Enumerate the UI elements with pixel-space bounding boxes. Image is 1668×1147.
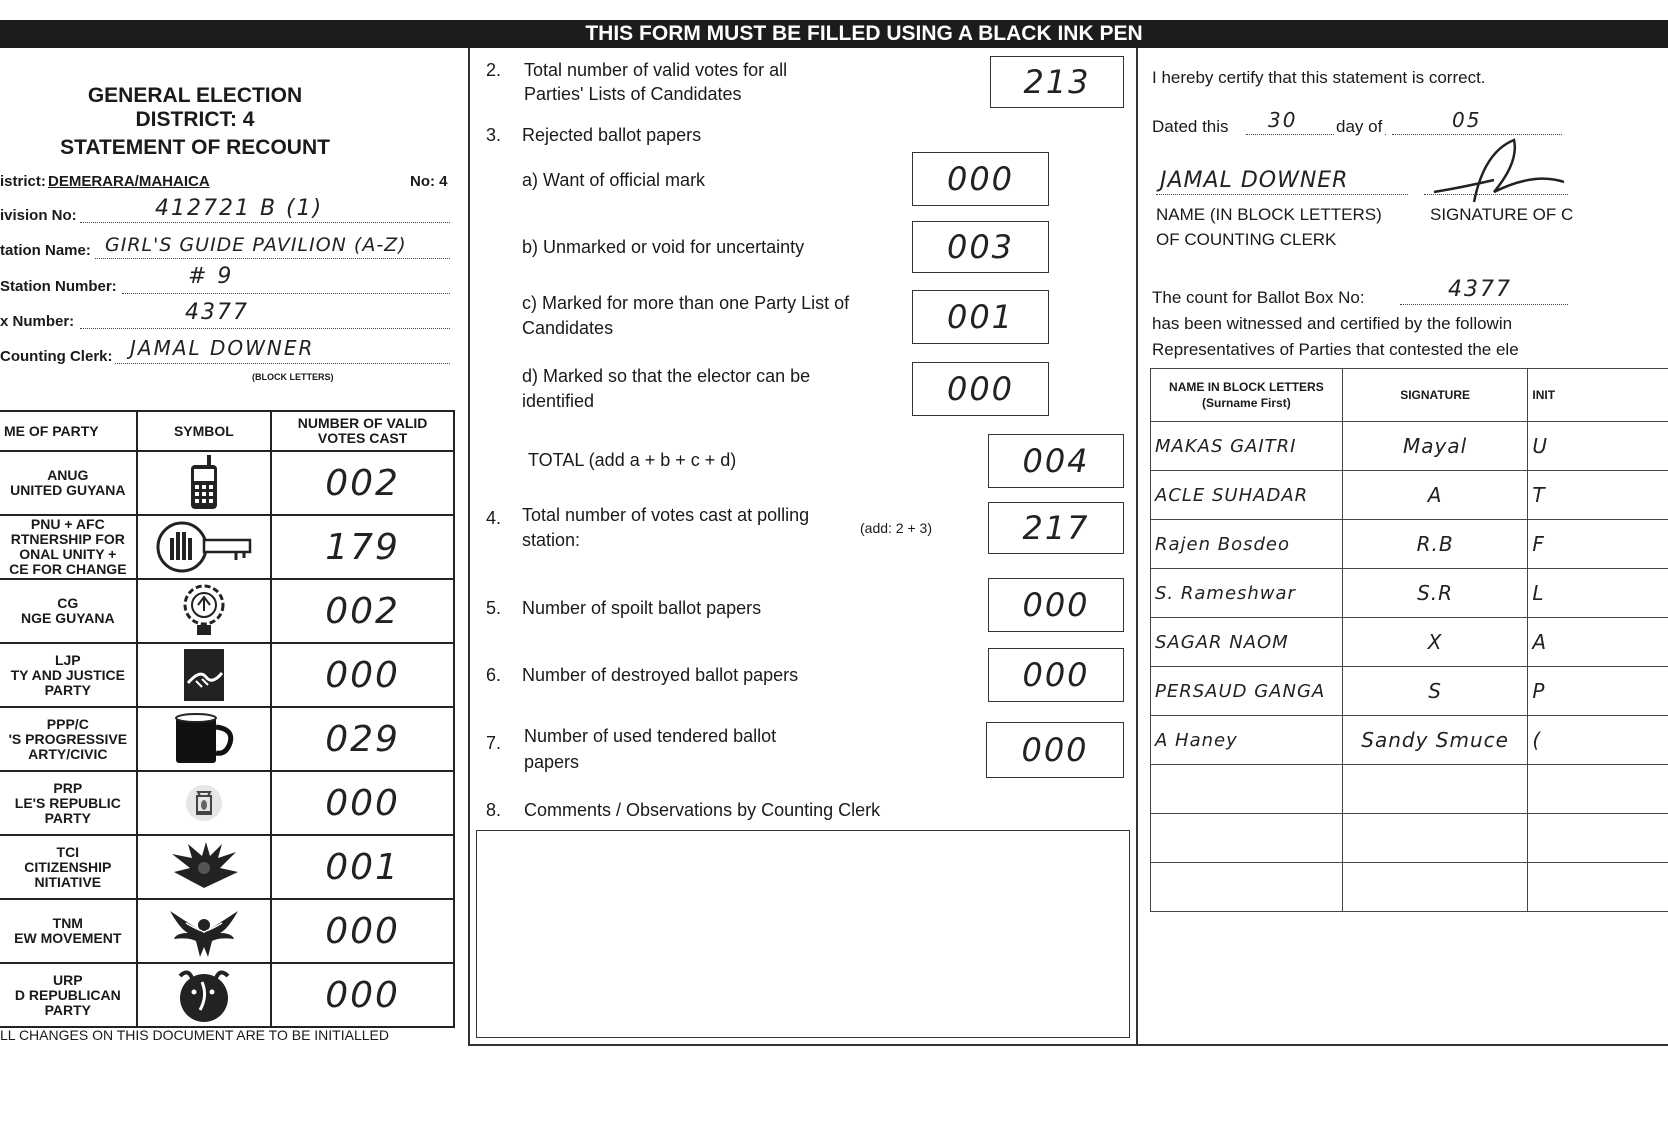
box-number-label: x Number: — [0, 313, 75, 330]
rep-initials — [1528, 814, 1668, 863]
division-label: ivision No: — [0, 207, 77, 224]
q2-box — [990, 56, 1124, 108]
rep-initials-header: INIT — [1528, 369, 1668, 422]
rep-row — [1151, 618, 1668, 667]
rep-name-header: NAME IN BLOCK LETTERS (Surname First) — [1151, 369, 1343, 422]
district-value: DEMERARA/MAHAICA — [48, 173, 210, 190]
party-row — [0, 707, 454, 771]
party-row — [0, 515, 454, 579]
qa-value: 000 — [946, 160, 1015, 198]
rep-name: A Haney — [1151, 716, 1343, 765]
party-name: PNU + AFC RTNERSHIP FOR ONAL UNITY + CE FOR CHANGE — [0, 515, 137, 579]
qb-value: 003 — [946, 228, 1015, 266]
rep-signature: Sandy Smuce — [1342, 716, 1528, 765]
dated-label: Dated this — [1152, 117, 1229, 136]
box-number-line — [80, 328, 450, 329]
rep-name — [1151, 814, 1343, 863]
right-panel-border — [1136, 48, 1138, 1046]
q5-number: 5. — [486, 598, 502, 618]
signature-line — [1424, 194, 1568, 195]
qb-text: b) Unmarked or void for uncertainty — [522, 237, 805, 257]
q5-text: Number of spoilt ballot papers — [522, 598, 762, 618]
clerk-line — [115, 363, 450, 364]
bull-icon — [138, 966, 271, 1024]
total-text: TOTAL (add a + b + c + d) — [528, 450, 737, 470]
district-label: istrict: — [0, 173, 46, 190]
party-votes-table — [0, 410, 455, 1028]
party-name: URP D REPUBLICAN PARTY — [0, 963, 137, 1027]
phone-icon — [138, 455, 271, 511]
party-name: PPP/C 'S PROGRESSIVE ARTY/CIVIC — [0, 707, 137, 771]
handshake-icon — [138, 647, 271, 703]
count-line — [1400, 304, 1568, 305]
rep-name — [1151, 863, 1343, 912]
left-panel-border — [468, 48, 470, 1046]
votes-header: NUMBER OF VALID VOTES CAST — [271, 411, 454, 451]
station-name-value: GIRL'S GUIDE PAVILION (A-Z) — [105, 234, 407, 256]
rep-initials: ( — [1528, 716, 1668, 765]
clerk-signature-name: JAMAL DOWNER — [1160, 168, 1349, 193]
rep-row — [1151, 814, 1668, 863]
rep-row — [1151, 716, 1668, 765]
dated-day: 30 — [1268, 108, 1298, 132]
q2-number: 2. — [486, 60, 502, 80]
party-votes: 000 — [271, 643, 454, 707]
party-row — [0, 579, 454, 643]
q2-text-1: Total number of valid votes for all — [524, 60, 788, 80]
q7-box — [986, 722, 1124, 778]
q7-text-1: Number of used tendered ballot — [524, 726, 777, 746]
certify-statement: I hereby certify that this statement is correct. — [1152, 68, 1486, 87]
representatives-table — [1150, 368, 1668, 912]
party-row — [0, 451, 454, 515]
rep-signature — [1342, 814, 1528, 863]
station-name-line — [95, 258, 450, 259]
q4-text-2: station: — [522, 530, 581, 550]
q7-value: 000 — [1021, 731, 1089, 769]
station-name-label: tation Name: — [0, 242, 91, 259]
party-name: CG NGE GUYANA — [0, 579, 137, 643]
cup-icon — [138, 711, 271, 767]
rep-initials: P — [1528, 667, 1668, 716]
rep-initials — [1528, 765, 1668, 814]
lightbulb-gear-icon — [138, 583, 271, 639]
qd-text-1: d) Marked so that the elector can be — [522, 366, 811, 386]
clerk-signature-icon — [1424, 132, 1574, 212]
count-label: The count for Ballot Box No: — [1152, 288, 1365, 307]
qd-box — [912, 362, 1049, 416]
qa-box — [912, 152, 1049, 206]
party-votes: 000 — [271, 771, 454, 835]
rep-initials: F — [1528, 520, 1668, 569]
rep-initials: T — [1528, 471, 1668, 520]
count-value: 4377 — [1448, 277, 1512, 302]
party-votes: 002 — [271, 579, 454, 643]
q7-text-2: papers — [524, 752, 580, 772]
party-row — [0, 963, 454, 1027]
q5-value: 000 — [1022, 586, 1090, 624]
title-statement: STATEMENT OF RECOUNT — [60, 136, 330, 159]
name-block-label-2: OF COUNTING CLERK — [1156, 230, 1337, 249]
rep-row — [1151, 471, 1668, 520]
q8-number: 8. — [486, 800, 502, 820]
clerk-label: Counting Clerk: — [0, 348, 113, 365]
party-row — [0, 643, 454, 707]
rep-signature: S — [1342, 667, 1528, 716]
rep-row — [1151, 667, 1668, 716]
rep-name: MAKAS GAITRI — [1151, 422, 1343, 471]
party-row — [0, 771, 454, 835]
q7-number: 7. — [486, 733, 502, 753]
party-symbol-cell — [137, 963, 272, 1027]
q6-number: 6. — [486, 665, 502, 685]
rep-initials — [1528, 863, 1668, 912]
rep-signature-header: SIGNATURE — [1342, 369, 1528, 422]
qc-text-1: c) Marked for more than one Party List of — [522, 293, 850, 313]
q3-text: Rejected ballot papers — [522, 125, 702, 145]
party-symbol-cell — [137, 707, 272, 771]
party-name: PRP LE'S REPUBLIC PARTY — [0, 771, 137, 835]
q4-box — [988, 502, 1124, 554]
rep-initials: U — [1528, 422, 1668, 471]
symbol-header: SYMBOL — [137, 411, 272, 451]
hand-key-icon — [138, 520, 271, 574]
party-votes: 001 — [271, 835, 454, 899]
title-district: DISTRICT: 4 — [135, 108, 255, 131]
changes-note: LL CHANGES ON THIS DOCUMENT ARE TO BE INITIALLED — [0, 1027, 389, 1043]
party-symbol-cell — [137, 899, 272, 963]
party-symbol-cell — [137, 835, 272, 899]
party-votes: 179 — [271, 515, 454, 579]
station-number-line — [122, 293, 450, 294]
rep-signature: Mayal — [1342, 422, 1528, 471]
total-value: 004 — [1022, 442, 1090, 480]
q4-add-note: (add: 2 + 3) — [860, 520, 932, 536]
middle-bottom-border — [470, 1044, 1136, 1046]
clerk-value: JAMAL DOWNER — [130, 336, 315, 360]
rep-signature — [1342, 863, 1528, 912]
party-votes: 029 — [271, 707, 454, 771]
q8-text: Comments / Observations by Counting Clerk — [524, 800, 881, 820]
rep-row — [1151, 422, 1668, 471]
witness-line-2: Representatives of Parties that contested the ele — [1152, 340, 1519, 359]
qc-box — [912, 290, 1049, 344]
division-value: 412721 B (1) — [155, 196, 324, 221]
party-votes: 000 — [271, 899, 454, 963]
rep-name: ACLE SUHADAR — [1151, 471, 1343, 520]
party-name-header: ME OF PARTY — [0, 411, 137, 451]
q6-text: Number of destroyed ballot papers — [522, 665, 799, 685]
q6-value: 000 — [1022, 656, 1090, 694]
station-number-value: # 9 — [188, 264, 234, 289]
party-symbol-cell — [137, 579, 272, 643]
rep-signature — [1342, 765, 1528, 814]
q6-box — [988, 648, 1124, 702]
qc-text-2: Candidates — [522, 318, 614, 338]
block-letters-note: (BLOCK LETTERS) — [252, 372, 334, 382]
total-box — [988, 434, 1124, 488]
rep-signature: X — [1342, 618, 1528, 667]
q2-value: 213 — [1023, 63, 1091, 101]
party-name: ANUG UNITED GUYANA — [0, 451, 137, 515]
qa-text: a) Want of official mark — [522, 170, 706, 190]
lantern-icon — [138, 780, 271, 826]
day-of-label: day of — [1336, 117, 1383, 136]
party-votes: 000 — [271, 963, 454, 1027]
rep-row — [1151, 863, 1668, 912]
rep-signature: R.B — [1342, 520, 1528, 569]
box-number-value: 4377 — [185, 300, 249, 325]
comments-box[interactable] — [476, 830, 1130, 1038]
rep-row — [1151, 520, 1668, 569]
rep-name: PERSAUD GANGA — [1151, 667, 1343, 716]
witness-line-1: has been witnessed and certified by the followin — [1152, 314, 1513, 333]
party-row — [0, 899, 454, 963]
rep-signature: A — [1342, 471, 1528, 520]
qd-text-2: identified — [522, 391, 595, 411]
clerk-name-line — [1156, 194, 1408, 195]
q4-text-1: Total number of votes cast at polling — [522, 505, 810, 525]
party-symbol-cell — [137, 643, 272, 707]
q5-box — [988, 578, 1124, 632]
party-symbol-cell — [137, 515, 272, 579]
party-name: TCI CITIZENSHIP NITIATIVE — [0, 835, 137, 899]
qc-value: 001 — [946, 298, 1015, 336]
party-name: TNM EW MOVEMENT — [0, 899, 137, 963]
party-name: LJP TY AND JUSTICE PARTY — [0, 643, 137, 707]
qd-value: 000 — [946, 370, 1015, 408]
station-number-label: Station Number: — [0, 278, 117, 295]
qb-box — [912, 221, 1049, 273]
q2-text-2: Parties' Lists of Candidates — [524, 84, 742, 104]
party-row — [0, 835, 454, 899]
rep-signature: S.R — [1342, 569, 1528, 618]
rep-name: Rajen Bosdeo — [1151, 520, 1343, 569]
rep-name — [1151, 765, 1343, 814]
rep-row — [1151, 765, 1668, 814]
title-general-election: GENERAL ELECTION — [87, 84, 303, 107]
rep-name: SAGAR NAOM — [1151, 618, 1343, 667]
rep-initials: L — [1528, 569, 1668, 618]
form-banner: THIS FORM MUST BE FILLED USING A BLACK INK PEN — [0, 20, 1668, 48]
party-symbol-cell — [137, 771, 272, 835]
division-line — [80, 222, 450, 223]
number-label: No: 4 — [410, 173, 448, 190]
rep-initials: A — [1528, 618, 1668, 667]
party-votes: 002 — [271, 451, 454, 515]
eagle-icon — [138, 903, 271, 959]
flower-icon — [138, 842, 271, 892]
rep-name: S. Rameshwar — [1151, 569, 1343, 618]
party-symbol-cell — [137, 451, 272, 515]
right-bottom-border — [1138, 1044, 1668, 1046]
q4-value: 217 — [1022, 509, 1090, 547]
q4-number: 4. — [486, 508, 502, 528]
signature-label: SIGNATURE OF C — [1430, 205, 1574, 224]
dated-month: 05 — [1452, 108, 1482, 132]
name-block-label-1: NAME (IN BLOCK LETTERS) — [1156, 205, 1382, 224]
q3-number: 3. — [486, 125, 502, 145]
rep-row — [1151, 569, 1668, 618]
